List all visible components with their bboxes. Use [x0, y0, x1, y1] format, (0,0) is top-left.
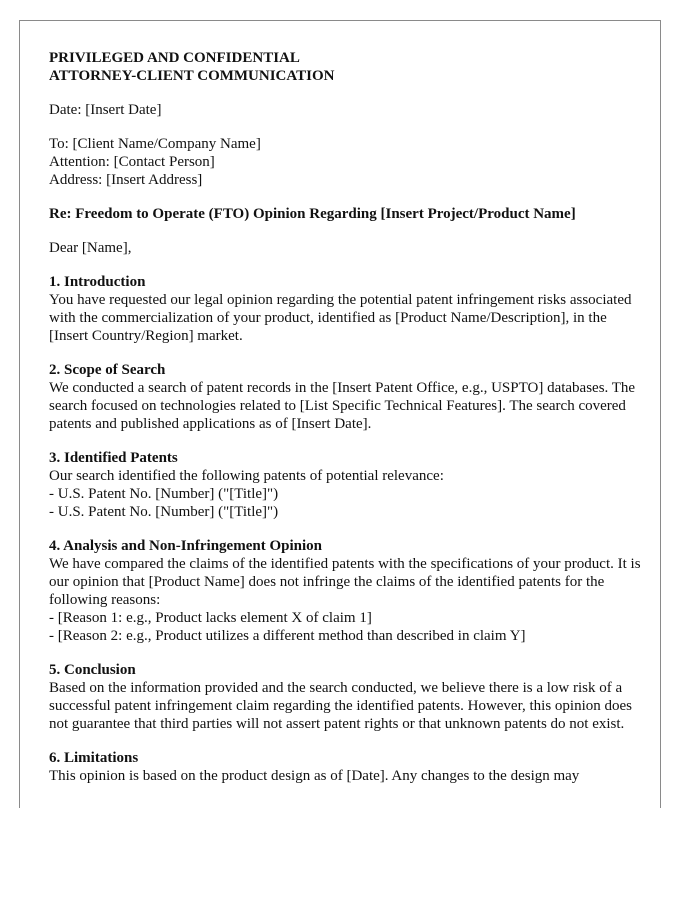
section-analysis — [49, 537, 649, 645]
recipient-to: To: [Client Name/Company Name] — [49, 136, 261, 152]
section-title: 1. Introduction — [49, 274, 146, 290]
section-body: You have requested our legal opinion regarding the potential patent infringement risks associated with the commercialization of your product, identified as [Product Name/Description], in the [Insert Country/Region] market. — [49, 292, 632, 344]
section-title: 4. Analysis and Non-Infringement Opinion — [49, 538, 322, 554]
list-item: - U.S. Patent No. [Number] ("[Title]") — [49, 486, 279, 502]
letter-body — [49, 49, 649, 801]
confidential-header — [49, 49, 649, 85]
section-body: This opinion is based on the product design as of [Date]. Any changes to the design may — [49, 768, 580, 784]
section-title: 5. Conclusion — [49, 662, 136, 678]
recipient-attention: Attention: [Contact Person] — [49, 154, 215, 170]
section-title: 3. Identified Patents — [49, 450, 178, 466]
section-body: Our search identified the following patents of potential relevance: — [49, 468, 444, 484]
section-scope-of-search — [49, 361, 649, 433]
section-body: We have compared the claims of the identified patents with the specifications of your product. It is our opinion that [Product Name] does not infringe the claims of the identified patents for the following reasons: — [49, 556, 641, 608]
recipient-address: Address: [Insert Address] — [49, 172, 203, 188]
letter-date: Date: [Insert Date] — [49, 102, 162, 118]
section-identified-patents — [49, 449, 649, 521]
header-line-1: PRIVILEGED AND CONFIDENTIAL — [49, 50, 300, 66]
header-line-2: ATTORNEY-CLIENT COMMUNICATION — [49, 68, 335, 84]
section-introduction — [49, 273, 649, 345]
section-title: 6. Limitations — [49, 750, 139, 766]
section-conclusion — [49, 661, 649, 733]
section-body: Based on the information provided and the search conducted, we believe there is a low risk of a successful patent infringement claim regarding the identified patents. However, this opinion does not guarantee that third parties will not assert patent rights or that unknown patents do not exist. — [49, 680, 632, 732]
list-item: - [Reason 1: e.g., Product lacks element X of claim 1] — [49, 610, 372, 626]
list-item: - U.S. Patent No. [Number] ("[Title]") — [49, 504, 279, 520]
section-body: We conducted a search of patent records in the [Insert Patent Office, e.g., USPTO] databases. The search focused on technologies related to [List Specific Technical Features]. The search covered patents and published applications as of [Insert Date]. — [49, 380, 636, 432]
salutation: Dear [Name], — [49, 240, 132, 256]
list-item: - [Reason 2: e.g., Product utilizes a different method than described in claim Y] — [49, 628, 526, 644]
subject-line: Re: Freedom to Operate (FTO) Opinion Regarding [Insert Project/Product Name] — [49, 206, 576, 222]
section-limitations — [49, 749, 649, 785]
recipient-block — [49, 135, 649, 189]
section-title: 2. Scope of Search — [49, 362, 166, 378]
letter-page — [19, 20, 661, 808]
